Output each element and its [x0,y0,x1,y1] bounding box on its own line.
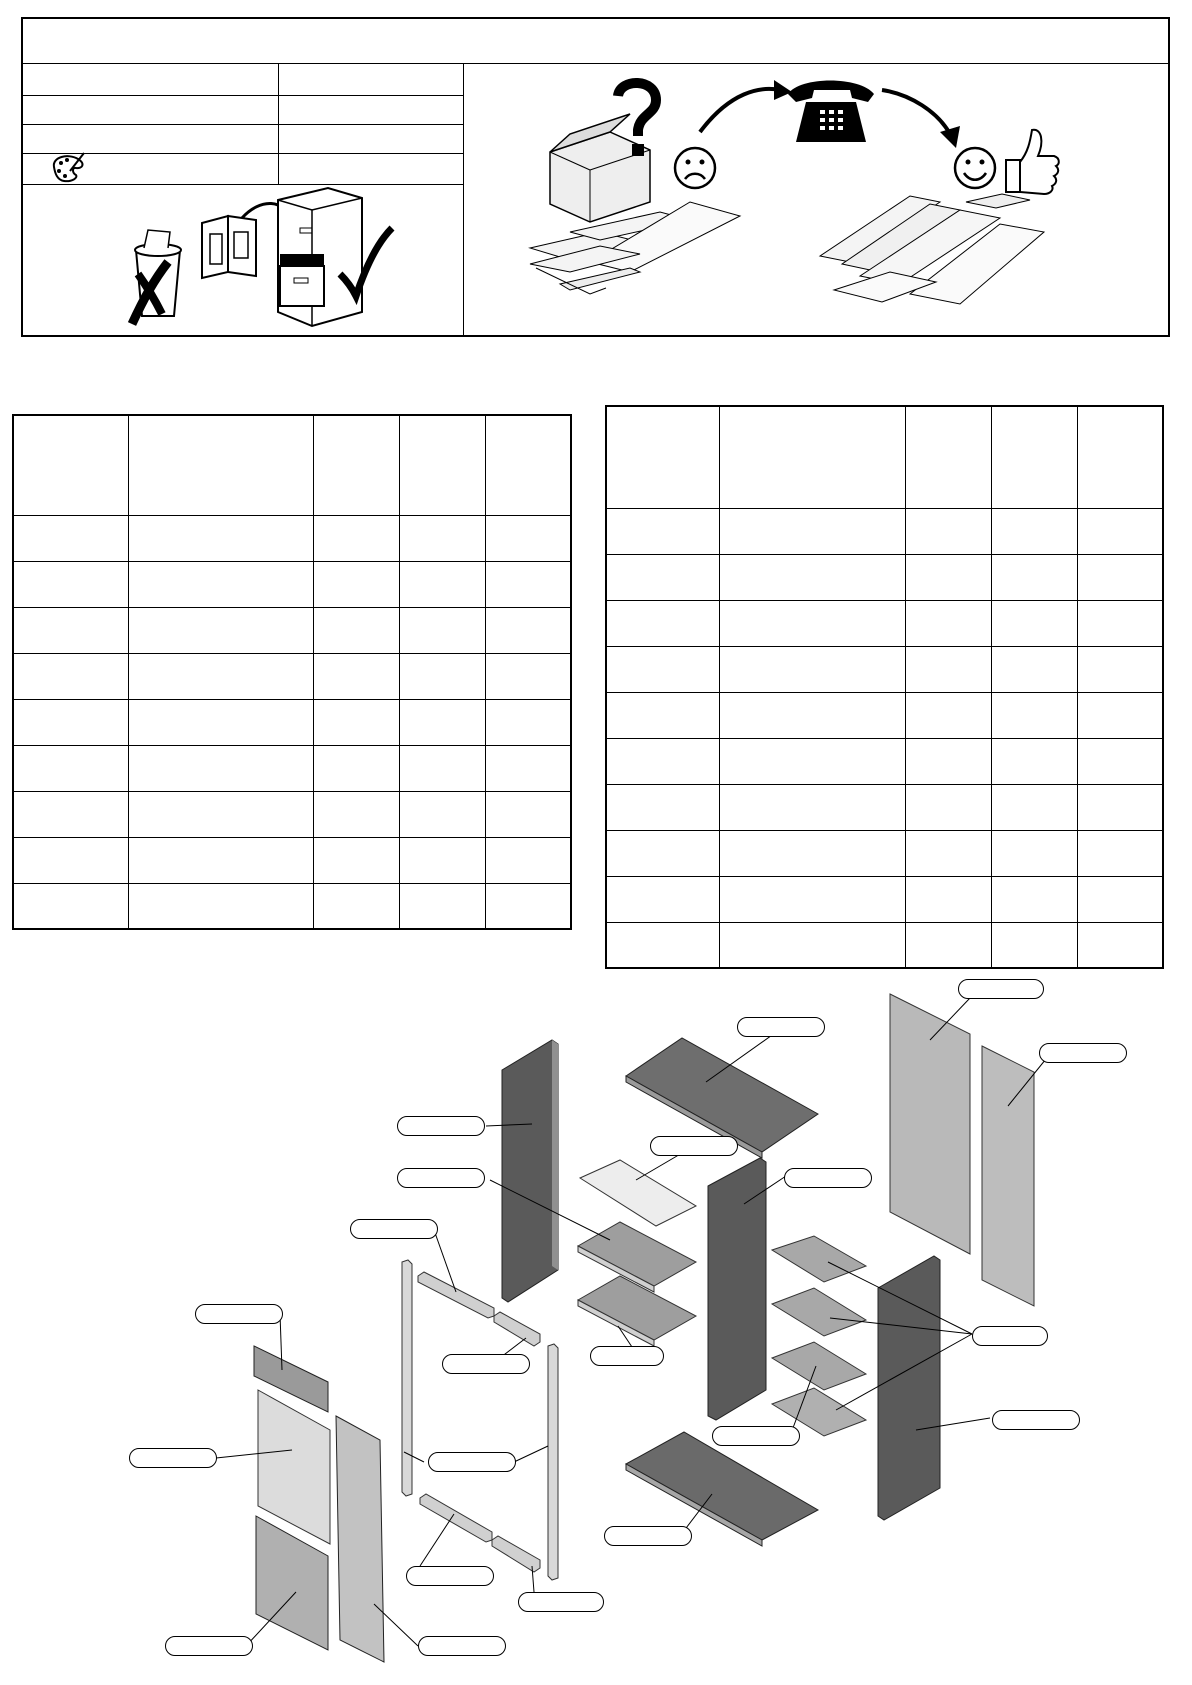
table-cell [399,561,485,607]
table-cell [13,745,128,791]
part-callout-label [350,1219,438,1239]
table-cell [905,784,991,830]
table-cell [991,922,1077,968]
organized-panels [820,194,1044,304]
table-cell [991,508,1077,554]
table-row [606,784,1163,830]
table-cell [128,837,313,883]
part-callout-label [972,1326,1048,1346]
table-cell [485,837,571,883]
table-row [13,699,571,745]
scattered-panels [530,202,740,294]
table-header-cell [905,406,991,508]
part-callout-label [397,1116,485,1136]
table-cell [719,922,905,968]
parts-table-left [12,414,572,930]
table-cell [606,554,719,600]
table-cell [606,646,719,692]
table-cell [313,607,399,653]
table-row [606,554,1163,600]
table-header-cell [606,406,719,508]
table-cell [719,784,905,830]
table-cell [13,883,128,929]
table-cell [606,784,719,830]
part-callout-label [1039,1043,1127,1063]
table-header-cell [1077,406,1163,508]
table-cell [399,883,485,929]
pale-panel [580,1160,696,1226]
table-header-cell [719,406,905,508]
table-cell [399,837,485,883]
table-cell [1077,876,1163,922]
instruction-manual-icon [202,216,256,278]
table-cell [991,784,1077,830]
part-callout-label [397,1168,485,1188]
table-cell [313,745,399,791]
table-row [13,607,571,653]
exploded-assembly-diagram [0,975,1192,1675]
table-cell [719,830,905,876]
table-cell [485,607,571,653]
table-row [13,791,571,837]
table-cell [1077,600,1163,646]
table-cell [606,738,719,784]
part-callout-label [958,979,1044,999]
shelf-middle-2 [578,1276,696,1340]
table-cell [128,699,313,745]
table-row [13,837,571,883]
table-cell [1077,784,1163,830]
part-callout-label [650,1136,738,1156]
header-title-divider [21,63,1170,64]
table-cell [991,830,1077,876]
table-cell [13,561,128,607]
part-callout-label [129,1448,217,1468]
table-cell [128,883,313,929]
table-cell [485,653,571,699]
right-side-panel [878,1256,940,1520]
part-callout-label [418,1636,506,1656]
table-cell [719,600,905,646]
glass-door [258,1390,330,1544]
sad-face-icon [675,148,715,188]
part-callout-label [406,1566,494,1586]
left-rail [402,1260,412,1496]
table-cell [719,554,905,600]
table-cell [719,646,905,692]
table-cell [719,508,905,554]
table-cell [485,745,571,791]
table-cell [606,508,719,554]
part-callout-label [604,1526,692,1546]
table-cell [991,876,1077,922]
table-row [606,600,1163,646]
table-header-cell [485,415,571,515]
info-row-line [21,124,463,125]
table-cell [905,738,991,784]
part-callout-label [737,1017,825,1037]
filing-cabinet-icon [278,188,362,326]
table-cell [399,699,485,745]
part-callout-label [590,1346,664,1366]
table-row [606,922,1163,968]
table-cell [905,600,991,646]
table-cell [1077,646,1163,692]
table-cell [905,692,991,738]
part-callout-label [195,1304,283,1324]
table-row [13,653,571,699]
small-shelf-2 [772,1288,866,1336]
table-cell [313,653,399,699]
part-callout-label [784,1168,872,1188]
table-cell [905,922,991,968]
table-cell [719,876,905,922]
table-cell [485,515,571,561]
small-shelf-3 [772,1342,866,1390]
table-cell [606,876,719,922]
table-cell [313,515,399,561]
table-cell [606,600,719,646]
table-cell [399,791,485,837]
table-cell [313,791,399,837]
table-cell [313,561,399,607]
table-cell [128,745,313,791]
table-row [13,515,571,561]
table-cell [399,607,485,653]
table-cell [991,692,1077,738]
info-row-line [21,184,463,185]
keep-manual-illustration [130,188,400,333]
table-cell [485,883,571,929]
table-header-row [13,415,571,515]
telephone-icon [788,81,874,143]
table-cell [13,607,128,653]
table-cell [485,791,571,837]
palette-icon [48,151,88,183]
parts-table-right [605,405,1164,969]
table-header-row [606,406,1163,508]
back-panel-small [982,1046,1034,1306]
part-callout-label [165,1636,253,1656]
table-cell [128,607,313,653]
shelf-middle-1 [578,1222,696,1286]
table-cell [905,508,991,554]
part-callout-label [992,1410,1080,1430]
table-cell [313,837,399,883]
table-cell [128,561,313,607]
table-cell [991,554,1077,600]
back-panel-large [890,994,970,1254]
table-cell [905,876,991,922]
table-header-cell [991,406,1077,508]
table-cell [13,791,128,837]
table-cell [1077,922,1163,968]
table-cell [905,646,991,692]
table-row [606,692,1163,738]
table-cell [13,653,128,699]
call-support-illustration [530,72,1090,328]
table-row [606,738,1163,784]
header-title [31,29,1151,53]
right-rail [548,1344,558,1580]
table-cell [1077,830,1163,876]
table-cell [128,515,313,561]
table-cell [13,699,128,745]
table-cell [399,745,485,791]
happy-face-icon [955,148,995,188]
table-cell [719,738,905,784]
table-cell [1077,738,1163,784]
tall-door [336,1416,384,1662]
table-header-cell [399,415,485,515]
table-row [13,883,571,929]
info-row-line [21,95,463,96]
table-row [606,646,1163,692]
bottom-crossbar-1 [420,1494,492,1542]
part-callout-label [518,1592,604,1612]
center-divider-panel [708,1158,766,1420]
table-cell [13,515,128,561]
bottom-crossbar-2 [492,1536,540,1572]
table-cell [1077,554,1163,600]
table-cell [1077,692,1163,738]
thumbs-up-icon [1006,130,1059,194]
table-cell [1077,508,1163,554]
table-cell [485,561,571,607]
table-cell [905,830,991,876]
left-side-panel [502,1040,558,1302]
table-row [606,876,1163,922]
top-crossbar-2 [494,1312,540,1346]
table-header-cell [13,415,128,515]
table-cell [13,837,128,883]
table-row [13,745,571,791]
part-callout-label [442,1354,530,1374]
header-column-divider [463,63,464,337]
table-row [606,508,1163,554]
table-cell [991,646,1077,692]
small-shelf-1 [772,1236,866,1282]
part-callout-label [712,1426,800,1446]
table-cell [991,738,1077,784]
table-cell [991,600,1077,646]
table-cell [399,653,485,699]
table-cell [606,830,719,876]
table-cell [606,922,719,968]
table-row [13,561,571,607]
table-cell [399,515,485,561]
table-header-cell [128,415,313,515]
table-cell [905,554,991,600]
table-cell [719,692,905,738]
top-crossbar-1 [418,1272,494,1318]
table-cell [485,699,571,745]
table-header-cell [313,415,399,515]
table-cell [128,791,313,837]
table-cell [313,883,399,929]
table-row [606,830,1163,876]
table-cell [313,699,399,745]
part-callout-label [428,1452,516,1472]
table-cell [606,692,719,738]
table-cell [128,653,313,699]
